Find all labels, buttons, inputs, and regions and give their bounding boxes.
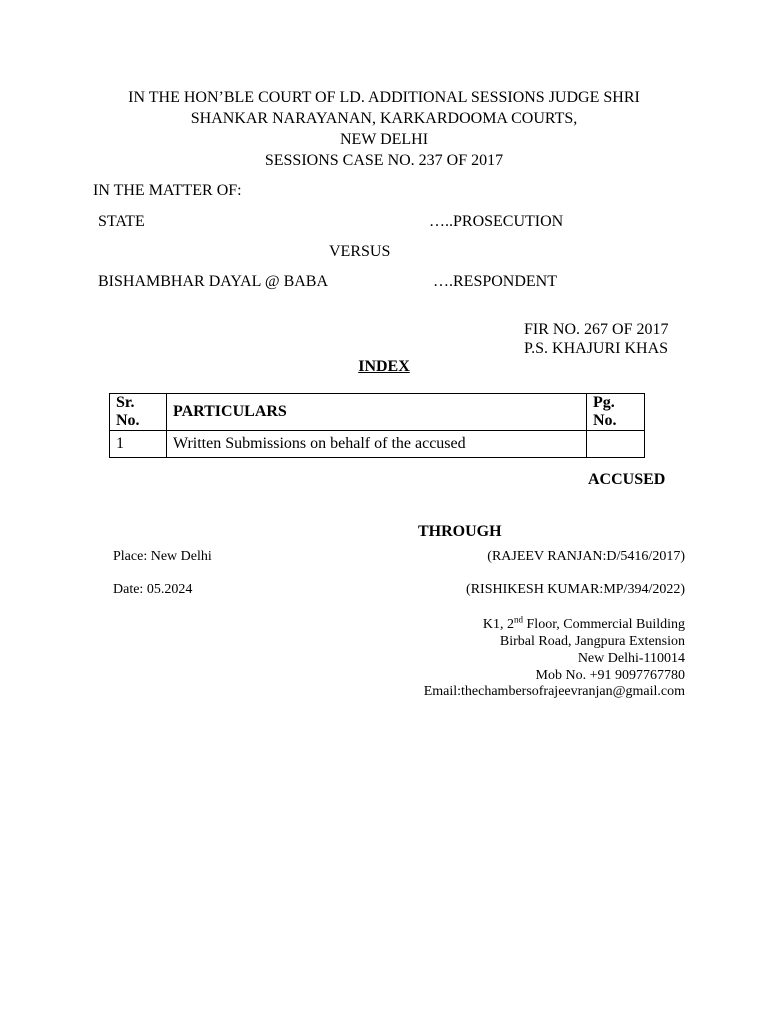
court-heading-line-3: NEW DELHI xyxy=(339,131,429,148)
party-prosecution-name: STATE xyxy=(98,213,145,230)
case-number: SESSIONS CASE NO. 237 OF 2017 xyxy=(264,152,504,169)
advocate-2: (RISHIKESH KUMAR:MP/394/2022) xyxy=(466,582,685,597)
mobile-number: Mob No. +91 9097767780 xyxy=(535,668,685,683)
header-pg-no: Pg. No. xyxy=(587,394,645,431)
matter-label: IN THE MATTER OF: xyxy=(93,182,242,199)
date-line: Date: 05.2024 xyxy=(113,582,193,597)
versus-label: VERSUS xyxy=(329,243,391,260)
address-line-3: New Delhi-110014 xyxy=(577,651,685,666)
header-particulars: PARTICULARS xyxy=(167,394,587,431)
party-respondent-name: BISHAMBHAR DAYAL @ BABA xyxy=(98,273,329,290)
header-sr-no: Sr. No. xyxy=(110,394,167,431)
address-suffix: Floor, Commercial Building xyxy=(523,617,685,632)
table-row xyxy=(110,431,645,458)
row-sr-no: 1 xyxy=(110,431,167,458)
court-heading-line-2: SHANKAR NARAYANAN, KARKARDOOMA COURTS, xyxy=(190,110,578,127)
address-line-1 xyxy=(483,616,685,633)
index-title: INDEX xyxy=(358,358,410,375)
court-heading-line-1: IN THE HON’BLE COURT OF LD. ADDITIONAL SESSIONS JUDGE SHRI xyxy=(128,89,640,106)
advocate-1: (RAJEEV RANJAN:D/5416/2017) xyxy=(487,549,685,564)
email-address: Email:thechambersofrajeevranjan@gmail.com xyxy=(423,684,685,699)
row-pg-no xyxy=(587,431,645,458)
party-prosecution-role: …..PROSECUTION xyxy=(429,213,564,230)
through-label: THROUGH xyxy=(418,523,502,540)
police-station: P.S. KHAJURI KHAS xyxy=(524,340,669,357)
place-line: Place: New Delhi xyxy=(113,549,212,564)
address-superscript: nd xyxy=(514,614,524,625)
index-table xyxy=(109,393,645,458)
address-line-2: Birbal Road, Jangpura Extension xyxy=(499,634,685,649)
address-prefix: K1, 2 xyxy=(482,617,515,632)
accused-label: ACCUSED xyxy=(588,471,666,488)
party-respondent-role: ….RESPONDENT xyxy=(433,273,558,290)
table-header-row xyxy=(110,394,645,431)
row-particulars: Written Submissions on behalf of the accused xyxy=(167,431,587,458)
fir-number: FIR NO. 267 OF 2017 xyxy=(524,321,669,338)
